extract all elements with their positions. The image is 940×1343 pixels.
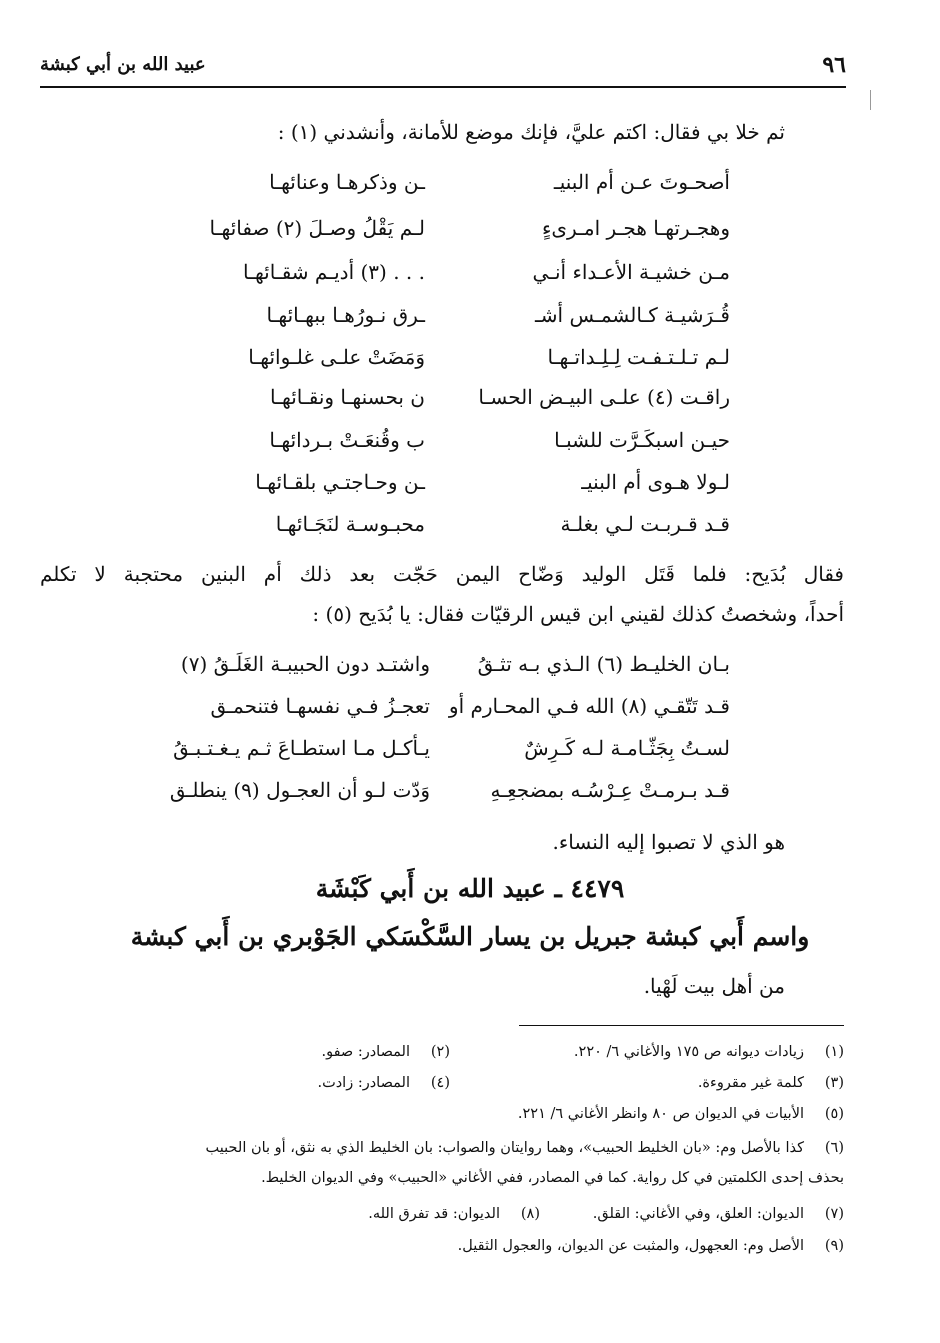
verse-hemistich-left: وَمَضَتْ علـى غلـوائهـا [248, 345, 425, 369]
footnote-1 [574, 1044, 844, 1060]
footnote-text: الديوان: قد تفرق الله. [368, 1206, 500, 1222]
intro-paragraph: ثم خلا بي فقال: اكتم عليَّ، فإنك موضع للأمانة، وأنشدني (١) : [277, 120, 785, 144]
footnote-divider [519, 1025, 844, 1026]
verse-hemistich-right: قـد تَتّقـي (٨) الله فـي المحـارم أو [448, 694, 730, 718]
footnote-text: الأبيات في الديوان ص ٨٠ وانظر الأغاني ٦/ ٢٢١. [517, 1106, 804, 1122]
verse-hemistich-left: لـم يَقْلُ وصـلَ (٢) صفائهـا [209, 216, 425, 240]
page-number: ٩٦ [822, 52, 846, 78]
footnote-text: المصادر: صفو. [321, 1044, 410, 1060]
footnote-3 [698, 1075, 844, 1091]
footnote-number: (٩) [824, 1238, 844, 1254]
footnote-text: الأصل وم: العجهول، والمثبت عن الديوان، والعجول الثقيل. [457, 1238, 804, 1254]
verse-hemistich-left: تعجـزُ فـي نفسهـا فتنحمـق [210, 694, 430, 718]
verse-hemistich-left: ب وقُنعَـتْ بـردائهـا [269, 428, 425, 452]
running-title: عبيد الله بن أبي كبشة [40, 54, 206, 75]
margin-mark [870, 90, 871, 110]
entry-subheading: واسم أَبي كبشة جبريل بن يسار السَّكْسَكي الجَوْبري بن أَبي كبشة [130, 922, 810, 951]
verse-hemistich-right: لسـتُ بِجَثّـامـة لـه كَـرِشٌ [524, 736, 730, 760]
verse-hemistich-left: يـأكـل مـا استطـاعَ ثـم يـغـتـبـقُ [173, 736, 430, 760]
verse-hemistich-left: ـن وحـاجتـي بلقـائهـا [255, 470, 425, 494]
footnote-6 [40, 1140, 844, 1156]
footnote-8 [368, 1206, 540, 1222]
verse-hemistich-right: بـان الخليـط (٦) الـذي بـه تثـقُ [477, 652, 730, 676]
footnote-number: (١) [824, 1044, 844, 1060]
page-header [40, 46, 846, 88]
footnote-number: (٨) [520, 1206, 540, 1222]
verse-hemistich-right: لـم تـلـتـفـت لِـلِـداتـهـا [547, 345, 730, 369]
footnote-text: المصادر: زادت. [317, 1075, 410, 1091]
entry-line: من أهل بيت لَهْيا. [643, 974, 785, 998]
verse-hemistich-right: حيـن اسبكَـرَّت للشبـا [554, 428, 730, 452]
closing-line: هو الذي لا تصبوا إليه النساء. [552, 830, 785, 854]
verse-hemistich-right: قـد قـربـت لـي بغلـة [560, 512, 730, 536]
narration-line: فقال بُدَيح: فلما قَتَل الوليد وَضّاح اليمن حَجّت بعد ذلك أم البنين محتجبة لا تكلم [40, 562, 844, 586]
footnote-text: زيادات ديوانه ص ١٧٥ والأغاني ٦/ ٢٢٠. [573, 1044, 804, 1060]
footnote-4 [317, 1075, 450, 1091]
verse-hemistich-left: وَدّت لـو أن العجـول (٩) ينطلـق [169, 778, 430, 802]
verse-hemistich-left: . . . (٣) أديـم شقـائهـا [243, 260, 425, 284]
footnote-text: الديوان: العلق، وفي الأغاني: القلق. [592, 1206, 804, 1222]
verse-hemistich-left: ـرق نـورُهـا ببهـائهـا [266, 303, 425, 327]
verse-hemistich-right: لـولا هـوى أم البنيـ [581, 470, 730, 494]
verse-hemistich-right: قُـرَشيـة كـالشمـس أشـ [534, 303, 730, 327]
entry-heading: ٤٤٧٩ ـ عبيد الله بن أَبي كَبْشَة [315, 874, 625, 903]
verse-hemistich-left: واشتـد دون الحبيبـة الغَلَـقُ (٧) [180, 652, 430, 676]
narration-line: أحداً، وشخصتُ كذلك لقيني ابن قيس الرقيّات فقال: يا بُدَيح (٥) : [312, 602, 844, 626]
footnote-2 [321, 1044, 450, 1060]
footnote-text: كذا بالأصل وم: «بان الخليط الحبيب»، وهما روايتان والصواب: بان الخليط الذي به نثق، أو بان الحبيب [205, 1140, 804, 1156]
footnote-5 [518, 1106, 844, 1122]
verse-hemistich-right: وهجـرتهـا هجـر امـرىءٍ [541, 216, 730, 240]
footnote-6-continuation: بحذف إحدى الكلمتين في كل رواية. كما في المصادر، ففي الأغاني «الحبيب» وفي الديوان الخليط. [261, 1170, 844, 1186]
footnote-number: (٤) [430, 1075, 450, 1091]
verse-hemistich-right: أصحـوتَ عـن أم البنيـ [553, 170, 730, 194]
footnote-text: كلمة غير مقروءة. [697, 1075, 804, 1091]
footnote-number: (٣) [824, 1075, 844, 1091]
footnote-number: (٥) [824, 1106, 844, 1122]
footnote-number: (٦) [824, 1140, 844, 1156]
footnote-9 [458, 1238, 844, 1254]
verse-hemistich-right: قـد بـرمـتْ عِـرْسُـه بمضجعِـهِ [490, 778, 730, 802]
footnote-7 [593, 1206, 844, 1222]
verse-hemistich-right: مـن خشيـة الأعـداء أنـي [532, 260, 730, 284]
verse-hemistich-right: راقـت (٤) علـى البيـض الحسـا [478, 385, 730, 409]
footnote-number: (٢) [430, 1044, 450, 1060]
verse-hemistich-left: ن بحسنهـا ونقـائهـا [270, 385, 425, 409]
verse-hemistich-left: محبـوسـة لنَجَـائهـا [275, 512, 425, 536]
verse-hemistich-left: ـن وذكرهـا وعنائهـا [269, 170, 425, 194]
footnote-number: (٧) [824, 1206, 844, 1222]
